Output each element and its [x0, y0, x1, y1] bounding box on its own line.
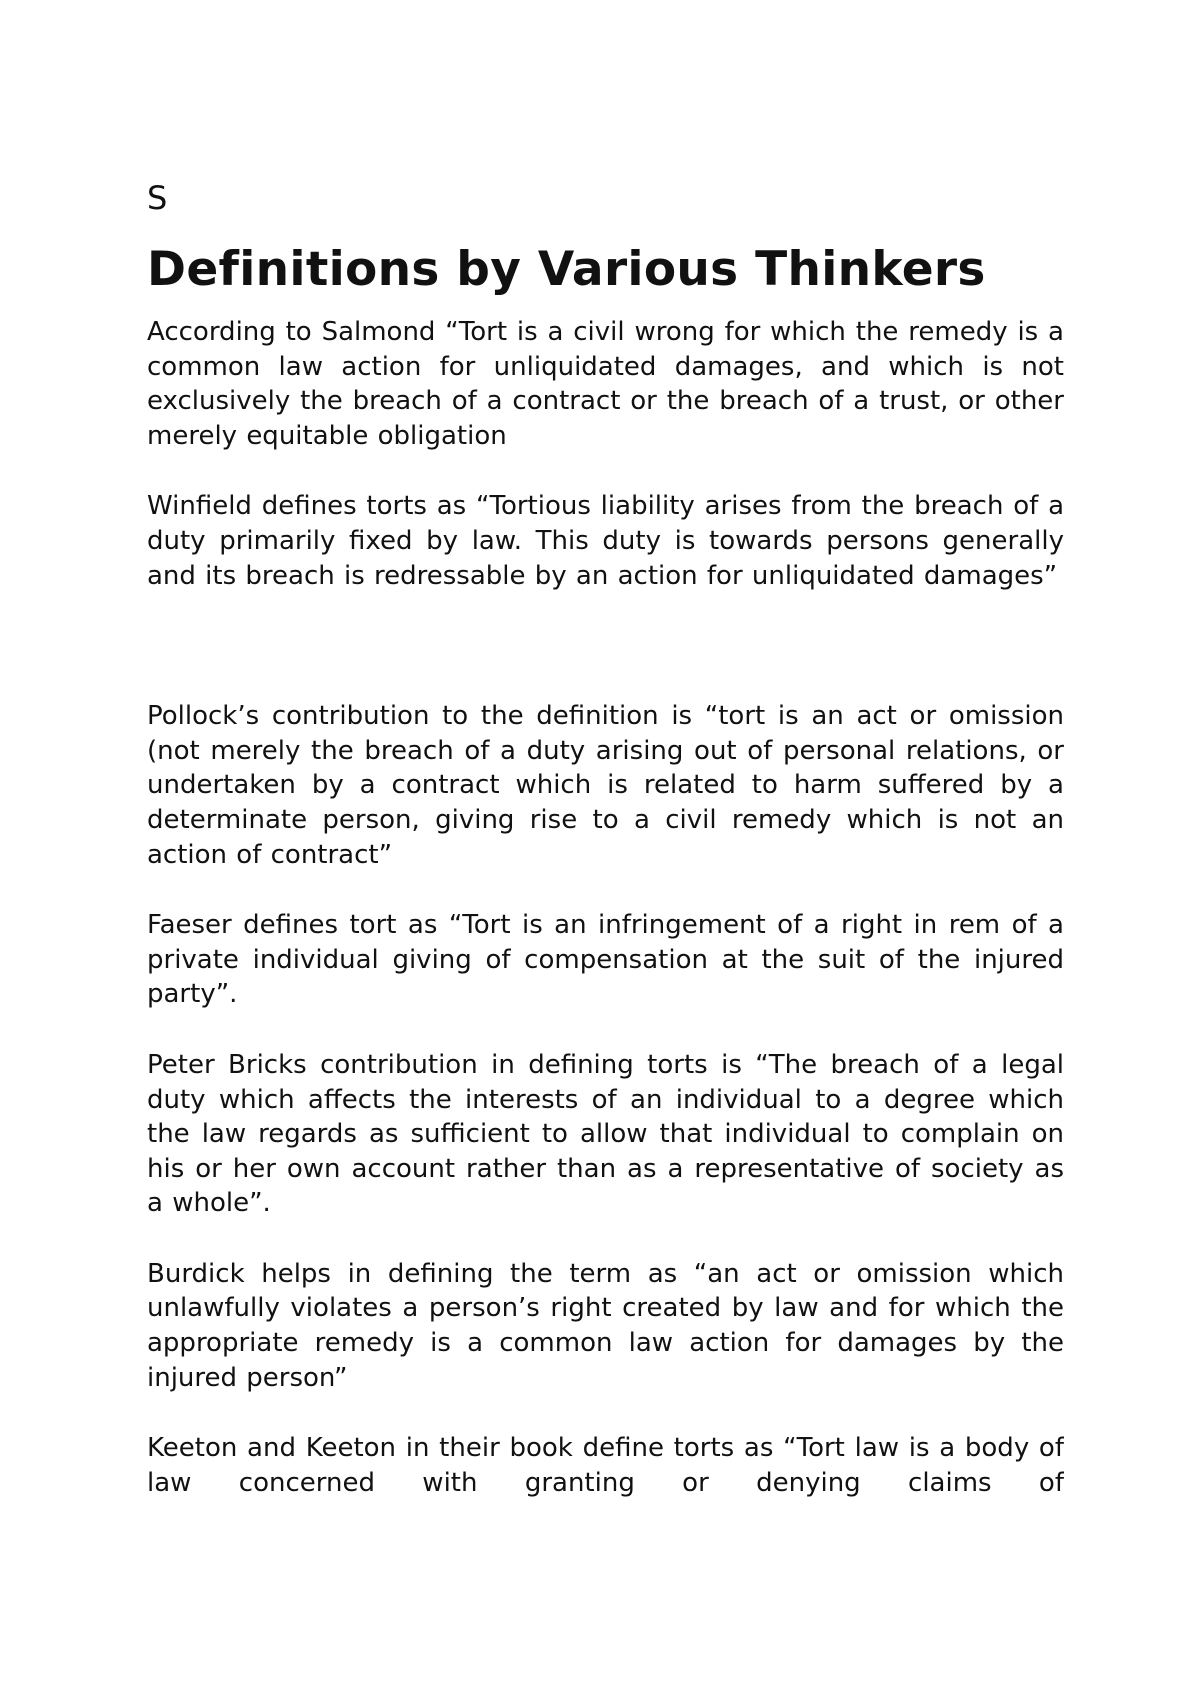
document-title: Definitions by Various Thinkers [147, 242, 986, 297]
definition-faeser: Faeser defines tort as “Tort is an infringement of a right in rem of a private individual giving of compensation at the suit of the injured party”. [147, 910, 1064, 1010]
definition-burdick: Burdick helps in defining the term as “an act or omission which unlawfully violates a person’s right created by law and for which the appropriate remedy is a common law action for damages by the injured person” [147, 1258, 1064, 1393]
definition-pollock: Pollock’s contribution to the definition is “tort is an act or omission (not merely the breach of a duty arising out of personal relations, or undertaken by a contract which is related to harm suffered by a determinate person, giving rise to a civil remedy which is not an action of contract” [147, 701, 1064, 870]
definition-salmond: According to Salmond “Tort is a civil wrong for which the remedy is a common law action for unliquidated damages, and which is not exclusively the breach of a contract or the breach of a trust, or other merely equitable obligation [147, 317, 1064, 451]
definition-peter-bricks: Peter Bricks contribution in defining torts is “The breach of a legal duty which affects the interests of an individual to a degree which the law regards as sufficient to allow that individual to complain on his or her own account rather than as a representative of society as a whole”. [147, 1049, 1064, 1219]
definitions-list [147, 315, 1064, 1500]
section-marker: S [147, 179, 168, 217]
definition-winfield: Winfield defines torts as “Tortious liability arises from the breach of a duty primarily fixed by law. This duty is towards persons generally and its breach is redressable by an action for unliquidated damages” [147, 491, 1064, 591]
definition-keeton: Keeton and Keeton in their book define torts as “Tort law is a body of law concerned with granting or denying claims of [147, 1433, 1064, 1498]
